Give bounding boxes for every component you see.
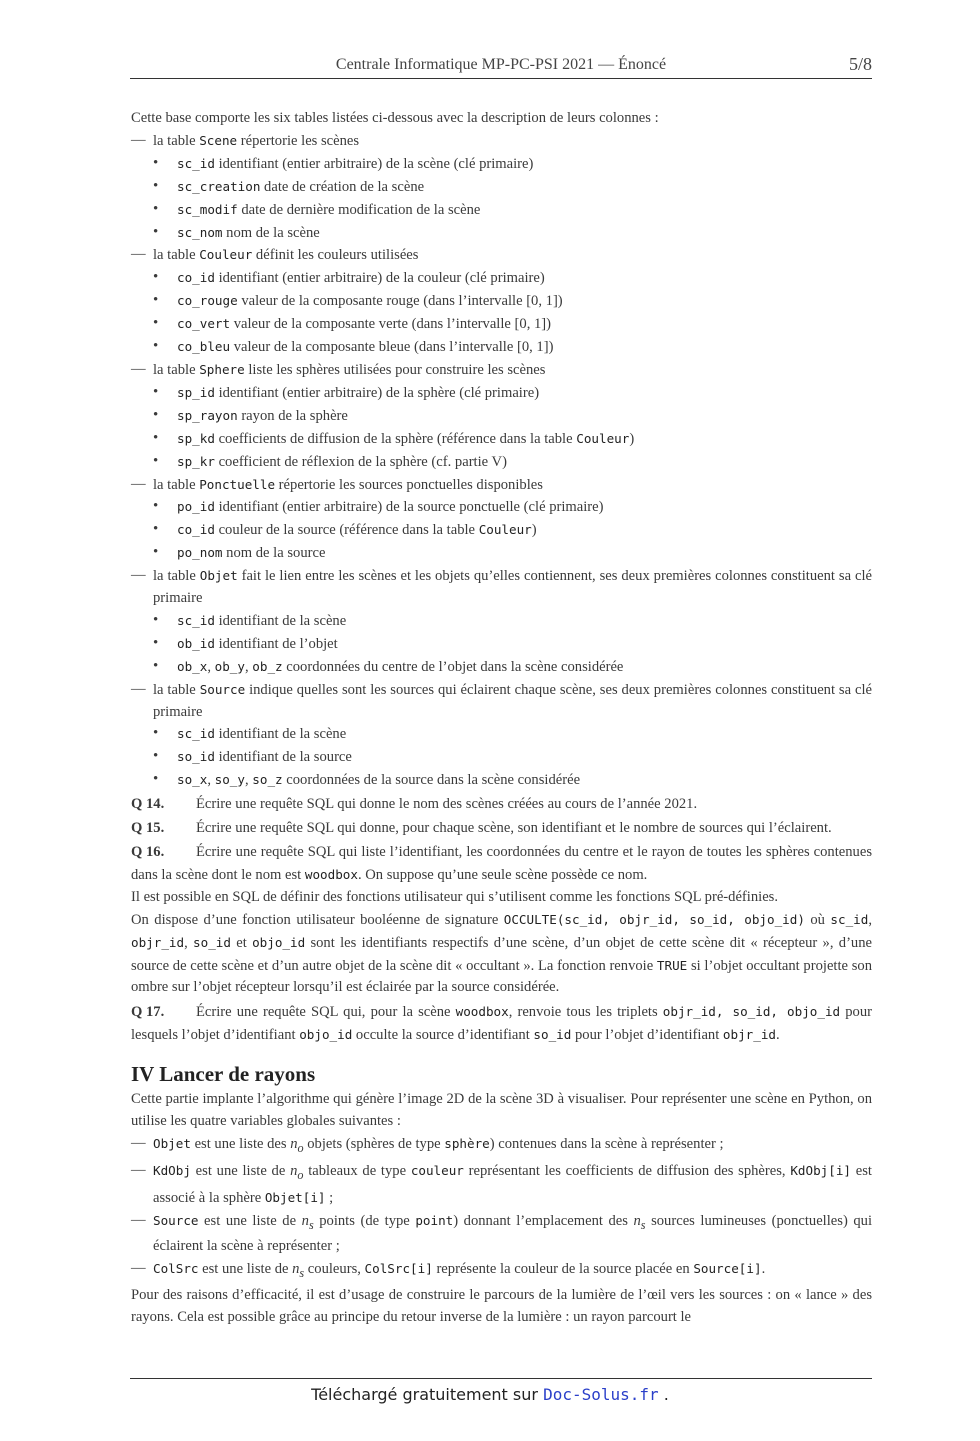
code: objo_id [299, 1027, 353, 1043]
column-desc: , [207, 658, 215, 675]
column-entry [131, 746, 872, 769]
table-name: Objet [199, 568, 238, 584]
text: ) contenues dans la scène à représenter ; [489, 1135, 724, 1152]
question-17 [131, 1001, 872, 1047]
column-desc: identifiant de la scène [214, 726, 347, 743]
math-var: n [290, 1135, 298, 1152]
code: KdObj [153, 1162, 191, 1178]
code: so_id [193, 934, 231, 950]
text: . [761, 1261, 766, 1278]
code: objr_id [131, 934, 185, 950]
column-name: po_id [177, 499, 215, 515]
column-name: sp_id [177, 384, 215, 400]
footer-end: . [658, 1385, 669, 1404]
column-name: ob_id [177, 635, 215, 651]
question-text: Écrire une requête SQL qui donne le nom des scènes créées au cours de l’année 2021. [196, 796, 698, 813]
text: est une liste de [198, 1261, 293, 1278]
text: la table [153, 247, 200, 264]
math-sub: s [308, 1217, 314, 1232]
code: objr_id, so_id, objo_id [662, 1004, 841, 1020]
column-desc: rayon de la sphère [237, 407, 348, 424]
column-name: so_id [177, 749, 215, 765]
math-sub: o [297, 1140, 304, 1155]
column-entry [131, 542, 872, 565]
text: fait le lien entre les scènes et les objets qu’elles contiennent, ses deux premières colonnes constituent sa clé primaire [153, 568, 872, 607]
text: ) donnant l’emplacement des [453, 1212, 634, 1229]
page-content [131, 108, 872, 1329]
math-sub: s [640, 1217, 646, 1232]
column-name: Couleur [576, 430, 630, 446]
column-desc: valeur de la composante rouge (dans l’intervalle [0, 1]) [237, 293, 563, 310]
text: si l’objet occultant projette son ombre sur l’objet récepteur lorsqu’il est éclairée par la source considérée. [131, 957, 872, 996]
column-name: co_rouge [177, 293, 238, 309]
intro-text: Cette base comporte les six tables listées ci-dessous avec la description de leurs colonnes : [131, 110, 659, 126]
code-signature: OCCULTE(sc_id, objr_id, so_id, objo_id) [503, 911, 805, 927]
code-scene-name: woodbox [304, 866, 358, 882]
text: la table [153, 476, 200, 493]
column-entry [131, 451, 872, 474]
code: woodbox [455, 1004, 509, 1020]
column-desc: coefficient de réflexion de la sphère (cf. partie V) [214, 453, 507, 470]
column-name: sp_kr [177, 453, 215, 469]
column-desc: ) [531, 522, 537, 539]
question-number: Q 17. [131, 1004, 165, 1021]
table-name: Source [199, 681, 246, 697]
code: KdObj[i] [790, 1162, 852, 1178]
column-desc: ) [629, 430, 635, 447]
text: est une liste de [190, 1162, 291, 1179]
text: couleurs, [304, 1261, 365, 1278]
text: sources lumineuses (ponctuelles) qui éclairent la scène à représenter ; [153, 1212, 872, 1255]
footer-divider [130, 1378, 872, 1379]
column-name: sp_rayon [177, 407, 238, 423]
column-entry [131, 769, 872, 792]
code: TRUE [656, 957, 688, 973]
text: la table [153, 681, 200, 698]
code: ColSrc [153, 1261, 199, 1277]
text: , renvoie tous les triplets [508, 1004, 663, 1021]
section-title: IV Lancer de rayons [131, 1062, 316, 1087]
column-entry [131, 519, 872, 542]
column-name: co_id [177, 270, 215, 286]
text: et [230, 934, 253, 951]
text: est une liste des [190, 1135, 291, 1152]
table-entry-objet [131, 565, 872, 610]
column-entry [131, 405, 872, 428]
math-var: n [292, 1261, 300, 1278]
column-entry [131, 656, 872, 679]
math-sub: s [299, 1266, 305, 1281]
column-desc: couleur de la source (référence dans la table [214, 522, 479, 539]
column-entry [131, 199, 872, 222]
text: répertorie les sources ponctuelles disponibles [275, 476, 543, 493]
question-text: Écrire une requête SQL qui liste l’identifiant, les coordonnées du centre et le rayon de toutes les sphères contenues dans la scène dont le nom est [131, 844, 872, 883]
question-text-end: . On suppose qu’une seule scène possède ce nom. [357, 866, 648, 883]
column-name: sc_id [177, 612, 215, 628]
code: so_id [533, 1027, 572, 1043]
column-desc: coefficients de diffusion de la sphère (référence dans la table [214, 430, 577, 447]
code: ColSrc[i] [364, 1261, 433, 1277]
page-number: 5/8 [848, 54, 872, 74]
math-var: n [290, 1162, 298, 1179]
final-paragraph: Pour des raisons d’efficacité, il est d’usage de construire le parcours de la lumière de l’œil vers les sources : on « lance » des rayons. Cela est possible grâce au principe du retour inverse de la lumière : un rayon parcourt le [131, 1287, 872, 1325]
text: . [776, 1027, 780, 1044]
column-entry [131, 313, 872, 336]
column-name: ob_y [214, 658, 245, 674]
column-entry [131, 496, 872, 519]
text: où [804, 911, 831, 928]
tables-list [131, 130, 872, 792]
table-name: Ponctuelle [199, 476, 276, 492]
text: On dispose d’une fonction utilisateur booléenne de signature [131, 911, 504, 928]
code: sphère [444, 1135, 490, 1151]
code: sc_id [830, 911, 869, 927]
text: occulte la source d’identifiant [352, 1027, 534, 1044]
code: objo_id [252, 934, 306, 950]
column-entry [131, 290, 872, 313]
page-header [130, 54, 872, 79]
column-desc: identifiant de l’objet [214, 635, 338, 652]
column-name: sp_kd [177, 430, 215, 446]
code: Objet [153, 1135, 191, 1151]
column-name: sc_id [177, 155, 215, 171]
table-name: Couleur [199, 247, 253, 263]
column-name: co_vert [177, 316, 231, 332]
question-16 [131, 842, 872, 887]
column-entry [131, 382, 872, 405]
table-entry-source [131, 679, 872, 724]
text: pour lesquels l’objet d’identifiant [131, 1004, 872, 1044]
column-name: co_bleu [177, 339, 231, 355]
column-entry [131, 610, 872, 633]
column-name: ob_x [177, 658, 208, 674]
doc-solus-link[interactable]: Doc-Solus.fr [543, 1385, 659, 1404]
globals-list [131, 1133, 872, 1285]
table-entry-scene [131, 130, 872, 153]
column-desc: identifiant (entier arbitraire) de la sphère (clé primaire) [214, 384, 540, 401]
occulte-description [131, 909, 872, 1000]
table-name: Scene [199, 132, 238, 148]
text: la table [153, 568, 200, 585]
text: est associé à la sphère [153, 1162, 872, 1206]
column-desc: identifiant (entier arbitraire) de la couleur (clé primaire) [214, 270, 545, 287]
column-desc: coordonnées de la source dans la scène considérée [282, 772, 581, 789]
code: Source [153, 1212, 199, 1228]
code: Source[i] [693, 1261, 762, 1277]
text: est une liste de [198, 1212, 302, 1229]
sql-note: Il est possible en SQL de définir des fonctions utilisateur qui s’utilisent comme les fonctions SQL pré-définies. [131, 888, 778, 905]
question-text: Écrire une requête SQL qui donne, pour chaque scène, son identifiant et le nombre de sources qui l’éclairent. [196, 820, 832, 837]
text: Écrire une requête SQL qui, pour la scène [196, 1004, 456, 1021]
column-name: so_z [252, 772, 283, 788]
text: la table [153, 361, 200, 378]
global-objet [131, 1133, 872, 1160]
column-entry [131, 336, 872, 359]
column-desc: valeur de la composante verte (dans l’intervalle [0, 1]) [230, 316, 552, 333]
column-desc: identifiant de la source [214, 749, 352, 766]
text: pour l’objet d’identifiant [571, 1027, 723, 1044]
page-footer [0, 1385, 980, 1404]
column-entry [131, 633, 872, 656]
text: sont les identifiants respectifs d’une scène, d’un objet de cette scène dit « récepteur », d’une source de cette scène et d’un autre objet de la scène dit « occultant ». La fonction renvoie [131, 934, 873, 974]
code: Objet[i] [264, 1189, 326, 1205]
text: indique quelles sont les sources qui éclairent chaque scène, ses deux premières colonnes constituent sa clé primaire [153, 681, 872, 720]
math-sub: o [297, 1167, 304, 1182]
column-desc: nom de la scène [222, 224, 320, 241]
text: répertorie les scènes [237, 132, 360, 149]
text: ; [325, 1189, 334, 1206]
column-desc: date de dernière modification de la scène [237, 201, 481, 218]
column-name: sc_nom [177, 224, 223, 240]
table-entry-ponctuelle [131, 474, 872, 497]
column-desc: identifiant (entier arbitraire) de la scène (clé primaire) [214, 155, 534, 172]
table-entry-couleur [131, 244, 872, 267]
column-desc: coordonnées du centre de l’objet dans la scène considérée [282, 658, 624, 675]
text: définit les couleurs utilisées [252, 247, 419, 264]
global-kdobj [131, 1160, 872, 1210]
table-entry-sphere [131, 359, 872, 382]
part-intro: Cette partie implante l’algorithme qui génère l’image 2D de la scène 3D à visualiser. Pour représenter une scène en Python, on utilise les quatre variables globales suivantes : [131, 1091, 872, 1130]
math-var: n [301, 1212, 309, 1229]
column-name: so_y [214, 772, 245, 788]
footer-text: Téléchargé gratuitement sur [311, 1385, 544, 1404]
column-desc: nom de la source [222, 545, 326, 562]
text: points (de type [313, 1212, 416, 1229]
text: la table [153, 132, 200, 149]
column-desc: valeur de la composante bleue (dans l’intervalle [0, 1]) [230, 339, 554, 356]
text: représente la couleur de la source placée en [432, 1261, 694, 1278]
column-entry [131, 176, 872, 199]
column-name: ob_z [252, 658, 283, 674]
question-14 [131, 794, 872, 816]
column-entry [131, 153, 872, 176]
column-entry [131, 267, 872, 290]
global-colsrc [131, 1258, 872, 1285]
column-name: so_x [177, 772, 208, 788]
column-entry [131, 222, 872, 245]
column-name: sc_creation [177, 178, 261, 194]
text: représentant les coefficients de diffusion des sphères, [463, 1162, 791, 1179]
column-name: po_nom [177, 545, 223, 561]
math-var: n [633, 1212, 641, 1229]
question-number: Q 16. [131, 844, 165, 860]
column-desc: identifiant de la scène [214, 612, 347, 629]
text: , [868, 911, 872, 928]
column-desc: , [244, 658, 253, 675]
column-name: sc_modif [177, 201, 238, 217]
code: couleur [410, 1162, 464, 1178]
column-entry [131, 428, 872, 451]
question-number: Q 14. [131, 796, 165, 813]
column-desc: date de création de la scène [260, 178, 425, 195]
table-name: Sphere [199, 361, 245, 377]
column-desc: , [207, 772, 215, 789]
column-name: sc_id [177, 726, 215, 742]
column-name: co_id [177, 522, 215, 538]
text: liste les sphères utilisées pour construire les scènes [244, 361, 546, 378]
global-source [131, 1210, 872, 1259]
column-desc: , [244, 772, 253, 789]
code: objr_id [722, 1027, 776, 1043]
column-name: Couleur [478, 522, 532, 538]
text: , [184, 934, 194, 951]
text: tableaux de type [303, 1162, 411, 1179]
text: objets (sphères de type [303, 1135, 445, 1152]
column-desc: identifiant (entier arbitraire) de la source ponctuelle (clé primaire) [214, 499, 604, 516]
question-15 [131, 818, 872, 840]
column-entry [131, 723, 872, 746]
question-number: Q 15. [131, 820, 165, 837]
header-title: Centrale Informatique MP-PC-PSI 2021 — Énoncé [335, 56, 667, 73]
code: point [415, 1212, 454, 1228]
